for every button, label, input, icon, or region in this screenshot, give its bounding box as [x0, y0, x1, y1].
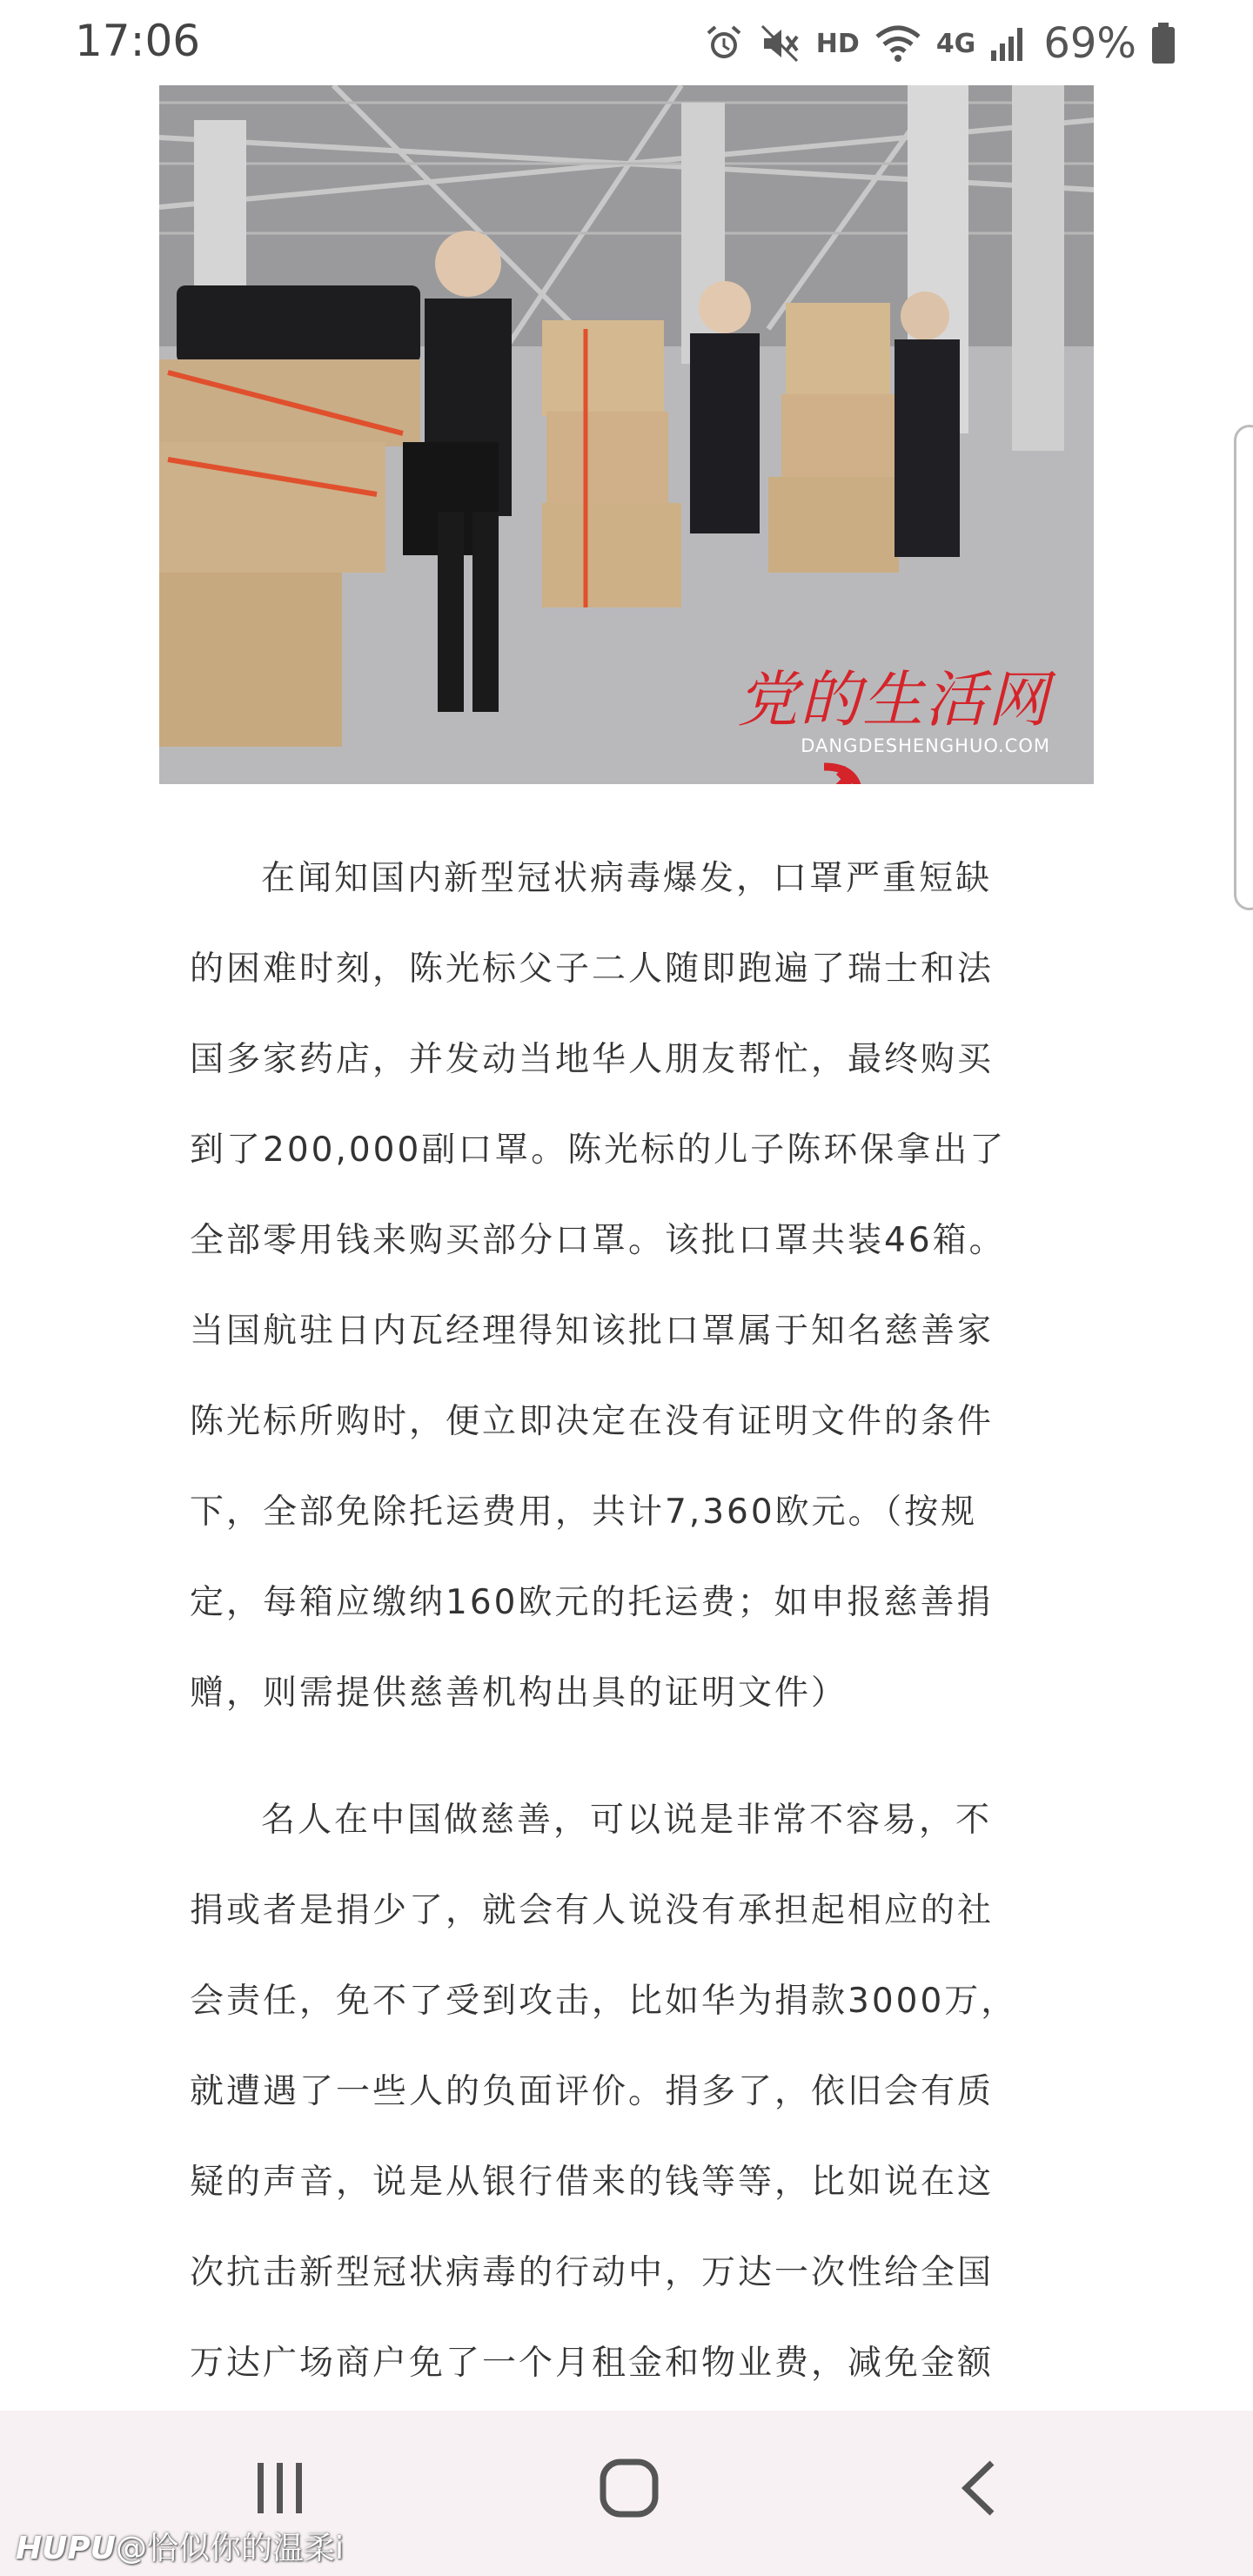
- text-line: 的困难时刻，陈光标父子二人随即跑遍了瑞士和法: [190, 949, 995, 989]
- forum-brand: HUPU: [16, 2531, 116, 2566]
- home-icon: [599, 2458, 660, 2519]
- text-line: 下，全部免除托运费用，共计7,360欧元。（按规: [190, 1493, 978, 1532]
- recents-button[interactable]: [254, 2458, 306, 2522]
- home-button[interactable]: [599, 2458, 660, 2522]
- alarm-icon: [703, 23, 745, 64]
- text-line: 就遭遇了一些人的负面评价。捐多了，依旧会有质: [190, 2072, 995, 2111]
- edge-panel-handle[interactable]: [1234, 425, 1253, 910]
- status-icons: [703, 16, 1176, 71]
- text-line: 赠，则需提供慈善机构出具的证明文件）: [190, 1674, 848, 1713]
- forum-watermark: [16, 2524, 344, 2568]
- text-line: 全部零用钱来购买部分口罩。该批口罩共装46箱。: [190, 1221, 1006, 1260]
- status-time: 17:06: [75, 16, 201, 66]
- mute-icon: [759, 23, 802, 64]
- recents-icon: [254, 2458, 306, 2519]
- status-bar: [0, 0, 1253, 84]
- battery-icon: [1150, 22, 1176, 65]
- signal-icon: [989, 23, 1029, 64]
- text-line: 当国航驻日内瓦经理得知该批口罩属于知名慈善家: [190, 1311, 995, 1351]
- wifi-icon: [874, 23, 922, 64]
- text-line: 名人在中国做慈善，可以说是非常不容易，不: [261, 1801, 993, 1840]
- watermark-brand: 党的生活网: [737, 664, 1050, 735]
- back-icon: [957, 2458, 1001, 2519]
- network-label: HD: [815, 28, 860, 59]
- watermark-url: DANGDESHENGHUO.COM: [801, 735, 1050, 756]
- article-paragraph-1: [190, 834, 1060, 1739]
- forum-handle: @恰似你的温柔i: [115, 2531, 344, 2566]
- text-line: 定，每箱应缴纳160欧元的托运费；如申报慈善捐: [190, 1583, 994, 1622]
- text-line: 会责任，免不了受到攻击，比如华为捐款3000万，: [190, 1982, 1018, 2021]
- text-line: 次抗击新型冠状病毒的行动中，万达一次性给全国: [190, 2253, 995, 2292]
- text-line: 捐或者是捐少了，就会有人说没有承担起相应的社: [190, 1891, 995, 1930]
- article-photo: [159, 85, 1094, 784]
- text-line: 在闻知国内新型冠状病毒爆发，口罩严重短缺: [261, 859, 993, 898]
- text-line: 到了200,000副口罩。陈光标的儿子陈环保拿出了: [190, 1130, 1007, 1170]
- text-line: 国多家药店，并发动当地华人朋友帮忙，最终购买: [190, 1040, 995, 1079]
- battery-percent: 69%: [1043, 19, 1136, 68]
- text-line: 疑的声音，说是从银行借来的钱等等，比如说在这: [190, 2163, 995, 2202]
- back-button[interactable]: [957, 2458, 1001, 2522]
- photo-watermark: [737, 664, 1050, 756]
- article-paragraph-2: [190, 1775, 1060, 2409]
- text-line: 陈光标所购时，便立即决定在没有证明文件的条件: [190, 1402, 995, 1441]
- text-line: 万达广场商户免了一个月租金和物业费，减免金额: [190, 2344, 995, 2383]
- mobile-type: 4G: [935, 28, 976, 59]
